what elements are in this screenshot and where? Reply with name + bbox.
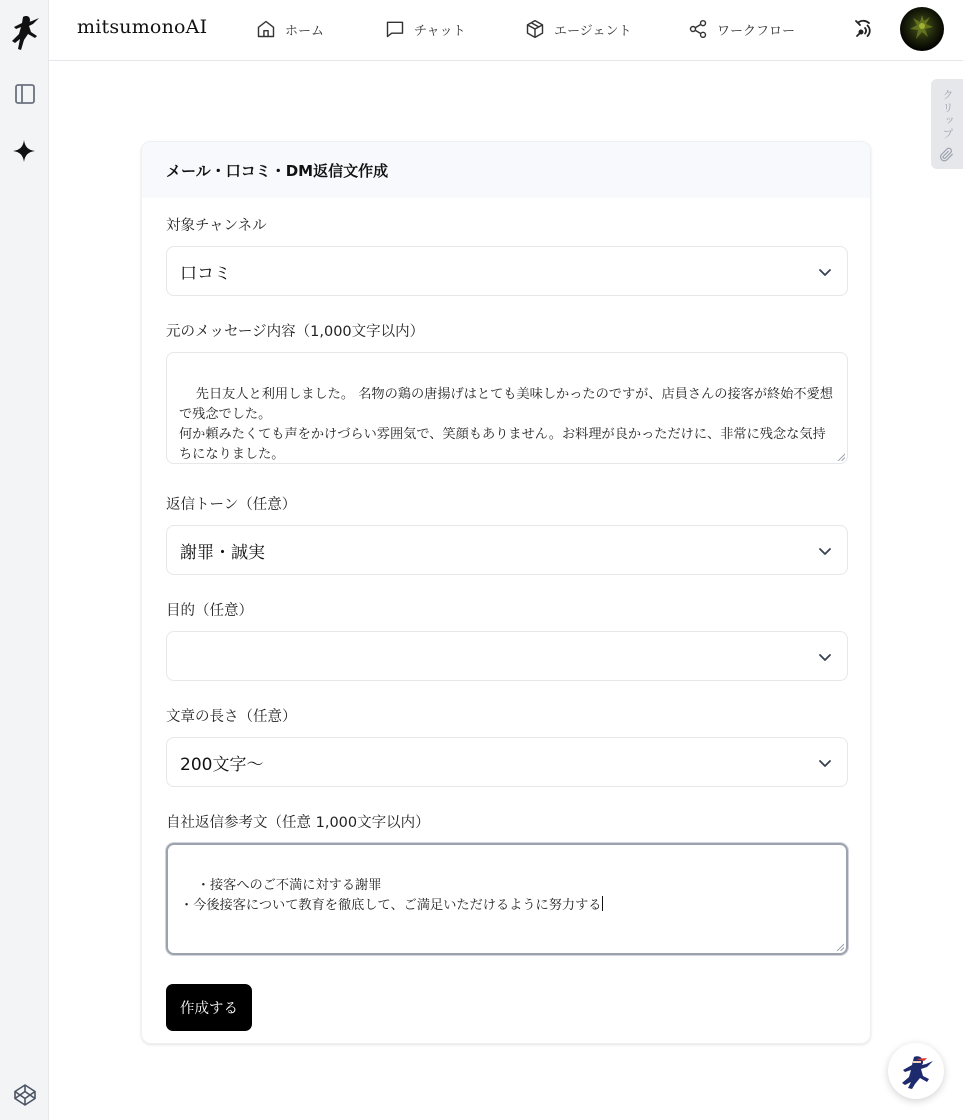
sparkle-icon[interactable] <box>11 138 37 164</box>
text-caret <box>602 896 603 911</box>
chevron-down-icon <box>817 264 833 280</box>
chevron-down-icon <box>817 543 833 559</box>
avatar-figure-icon <box>900 7 944 51</box>
length-select[interactable] <box>166 737 848 787</box>
message-label: 元のメッセージ内容（1,000文字以内） <box>166 324 425 340</box>
share-icon <box>688 19 708 39</box>
home-icon <box>256 19 276 39</box>
message-textarea[interactable] <box>166 352 848 464</box>
tone-label: 返信トーン（任意） <box>166 497 297 513</box>
codepen-icon[interactable] <box>13 1083 37 1107</box>
nav-item-chat[interactable] <box>385 18 466 40</box>
brand-name[interactable]: mitsumonoAI <box>77 16 208 38</box>
left-sidebar <box>0 0 49 1120</box>
nav-item-home[interactable] <box>256 18 324 40</box>
assistant-fab-button[interactable] <box>888 1043 944 1099</box>
reference-textarea[interactable] <box>166 843 848 955</box>
reference-label: 自社返信参考文（任意 1,000文字以内） <box>166 815 430 831</box>
message-text: 先日友人と利用しました。 名物の鶏の唐揚げはとても美味しかったのですが、店員さんの接客が終始不愛想で残念でした。 何か頼みたくても声をかけづらい雰囲気で、笑顔もありません。お料理が良かっただけに、非常に残念な気持ちになりました。 <box>179 387 833 462</box>
submit-button[interactable]: 作成する <box>166 984 252 1031</box>
channel-label: 対象チャンネル <box>166 218 267 234</box>
reply-generator-form <box>141 141 871 1044</box>
form-title: メール・口コミ・DM返信文作成 <box>142 142 870 198</box>
nav-item-label: ホーム <box>285 23 325 39</box>
nav-item-workflow[interactable] <box>688 18 795 40</box>
purpose-select[interactable] <box>166 631 848 681</box>
broadcast-icon[interactable] <box>852 17 876 41</box>
resize-handle-icon[interactable] <box>836 943 844 951</box>
ninja-mascot-icon <box>896 1051 936 1091</box>
purpose-label: 目的（任意） <box>166 603 253 619</box>
nav-item-label: エージェント <box>554 23 632 39</box>
user-avatar[interactable] <box>900 7 944 51</box>
chevron-down-icon <box>817 649 833 665</box>
nav-item-agent[interactable] <box>525 18 631 40</box>
length-label: 文章の長さ（任意） <box>166 709 297 725</box>
nav-item-label: チャット <box>414 23 466 39</box>
top-navbar <box>49 0 963 61</box>
channel-value: 口コミ <box>180 263 231 284</box>
length-value: 200文字〜 <box>180 754 264 775</box>
paperclip-icon <box>939 147 955 163</box>
ninja-logo-icon[interactable] <box>9 14 41 52</box>
tone-value: 謝罪・誠実 <box>180 542 265 563</box>
chat-icon <box>385 19 405 39</box>
cube-icon <box>525 19 545 39</box>
clip-label: クリップ <box>941 89 954 141</box>
chevron-down-icon <box>817 755 833 771</box>
panel-toggle-icon[interactable] <box>13 82 37 106</box>
reference-text: ・接客へのご不満に対する謝罪 ・今後接客について教育を徹底して、ご満足いただけるように努力する <box>180 878 602 913</box>
channel-select[interactable] <box>166 246 848 296</box>
clip-side-tab[interactable] <box>931 79 963 169</box>
tone-select[interactable] <box>166 525 848 575</box>
nav-item-label: ワークフロー <box>717 23 796 39</box>
resize-handle-icon[interactable] <box>837 453 845 461</box>
